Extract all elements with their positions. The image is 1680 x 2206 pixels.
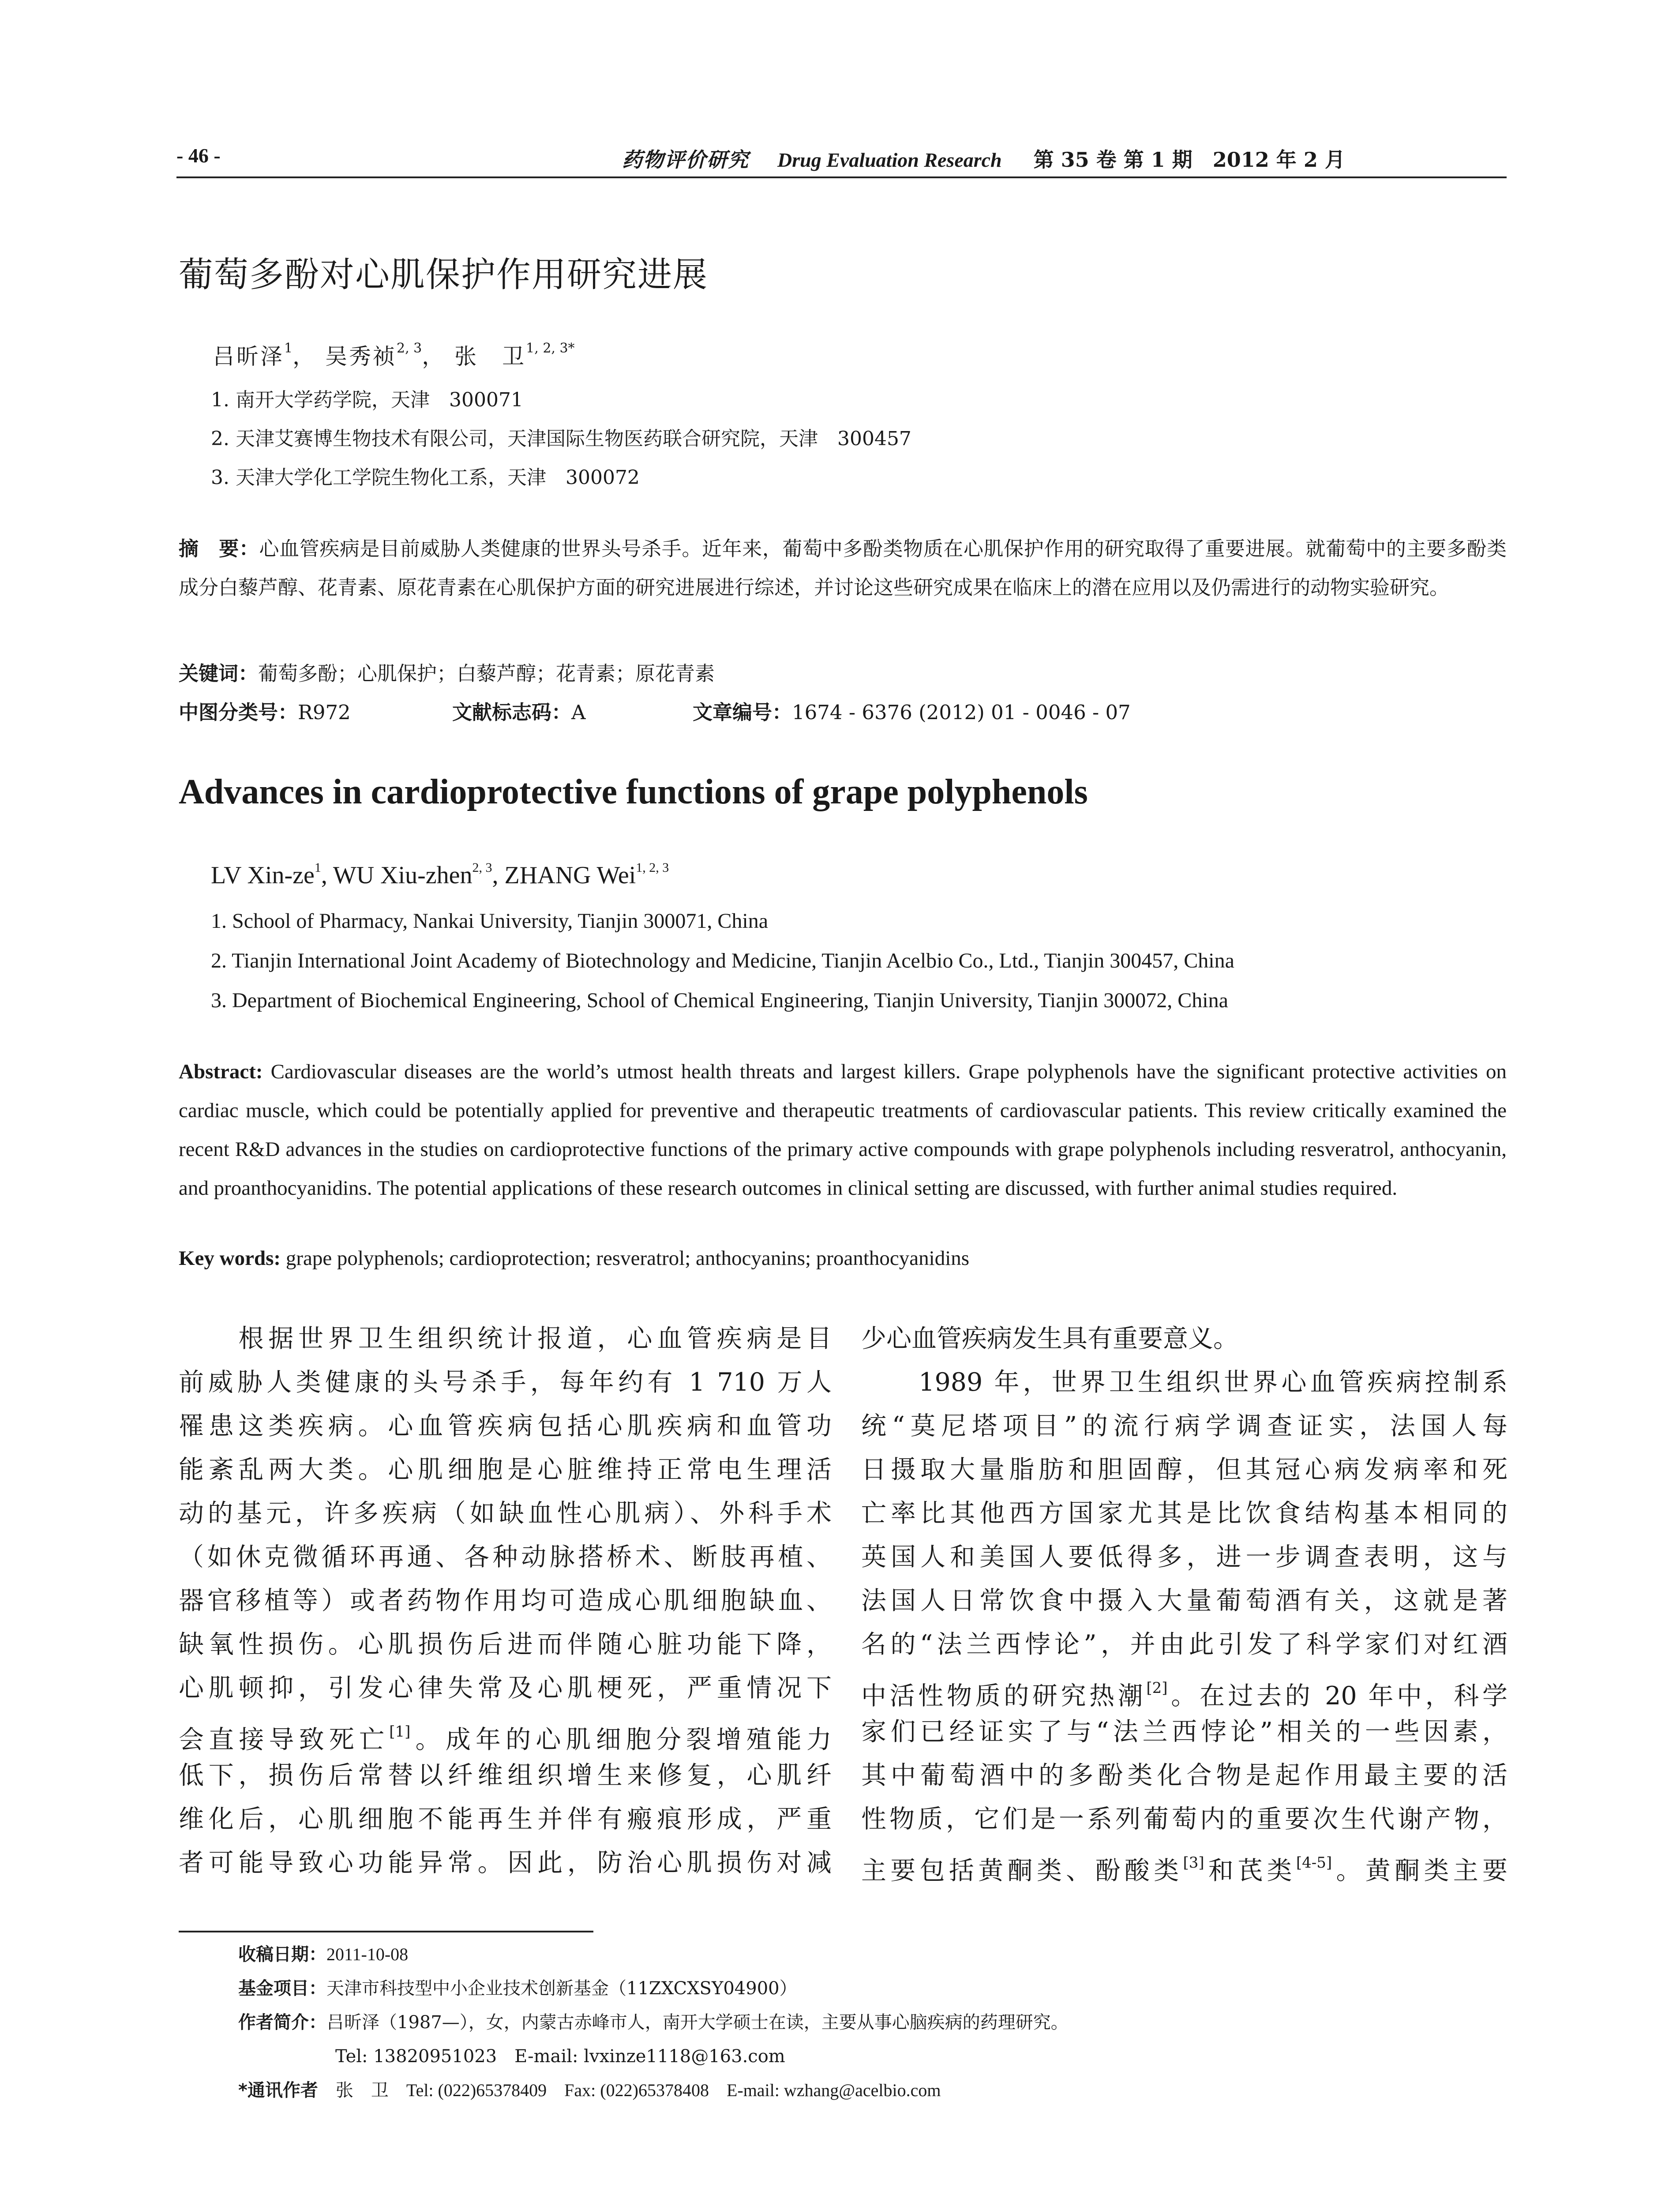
body-line <box>179 1710 832 1754</box>
author-sup: 1 <box>314 860 321 875</box>
footnote-label: *通讯作者 <box>238 2080 318 2101</box>
citation-ref[interactable]: [1] <box>389 1723 411 1741</box>
citation-ref[interactable]: [3] <box>1183 1854 1204 1872</box>
affiliation-en: 1. School of Pharmacy, Nankai University, Tianjin 300071, China <box>211 909 768 933</box>
affiliation-zh: 2. 天津艾赛博生物技术有限公司，天津国际生物医药联合研究院，天津 300457 <box>211 428 911 450</box>
footnote-fund <box>238 1974 797 2000</box>
body-text: 。黄酮类主要 <box>1332 1856 1508 1885</box>
body-line: 统“莫尼塔项目”的流行病学调查证实，法国人每 <box>861 1411 1508 1441</box>
body-line: 亡率比其他西方国家尤其是比饮食结构基本相同的 <box>861 1499 1508 1528</box>
footnote-author <box>238 2008 1069 2033</box>
footnote-text: 2011-10-08 <box>326 1944 409 1964</box>
volume-issue: 第 35 卷 第 1 期 2012 年 2 月 <box>1033 148 1345 172</box>
footnote-label: 作者简介： <box>238 2012 326 2033</box>
author-name: WU Xiu-zhen <box>333 862 472 889</box>
footnote-author-contact: Tel: 13820951023 E-mail: lvxinze1118@163.com <box>335 2046 785 2067</box>
author-sup: 1 <box>284 341 293 356</box>
authors-zh: 吕昕泽$^1$， 吴秀祯$^{2, 3}$， 张 卫$^{1, 2, 3*}$ <box>213 341 575 369</box>
author-name: 吕昕泽 <box>213 344 284 369</box>
body-line: 其中葡萄酒中的多酚类化合物是起作用最主要的活 <box>861 1761 1508 1790</box>
authors-en: LV Xin-$ze^1$, WU Xiu-zhen$^{2, 3}$, ZHANG Wei$^{1, 2, 3}$ <box>211 860 669 889</box>
clc-number <box>179 696 351 725</box>
body-line: 名的“法兰西悖论”，并由此引发了科学家们对红酒 <box>861 1630 1508 1659</box>
footnote-text: 吕昕泽（1987—），女，内蒙古赤峰市人，南开大学硕士在读，主要从事心脑疾病的药理研究。 <box>326 2012 1069 2033</box>
body-line: 法国人日常饮食中摄入大量葡萄酒有关，这就是著 <box>861 1586 1508 1615</box>
affiliation-zh: 3. 天津大学化工学院生物化工系，天津 300072 <box>211 466 640 489</box>
body-line: 前威胁人类健康的头号杀手，每年约有 1 710 万人 <box>179 1368 832 1397</box>
journal-logo: 药物评价研究 <box>622 148 749 172</box>
abstract-zh <box>179 529 1507 607</box>
journal-info <box>622 144 1345 173</box>
author-name: 吴秀祯 <box>325 344 397 369</box>
body-line: 日摄取大量脂肪和胆固醇，但其冠心病发病率和死 <box>861 1455 1508 1484</box>
abstract-zh-label: 摘 要： <box>179 537 259 560</box>
body-line: 动的基元，许多疾病（如缺血性心肌病）、外科手术 <box>179 1499 832 1528</box>
body-line: （如休克微循环再通、各种动脉搭桥术、断肢再植、 <box>179 1542 832 1572</box>
author-sup: 2, 3 <box>472 860 492 875</box>
affiliation-en: 2. Tianjin International Joint Academy of Biotechnology and Medicine, Tianjin Acelbio Co., Ltd., Tianjin 300457, China <box>211 949 1234 972</box>
journal-name-en: Drug Evaluation Research <box>777 149 1002 171</box>
title-zh: 葡萄多酚对心肌保护作用研究进展 <box>179 255 709 295</box>
footnote-text: Tel: (022)65378409 Fax: (022)65378408 E-mail: wzhang@acelbio.com <box>406 2080 941 2100</box>
body-text: 。在过去的 20 年中，科学 <box>1167 1681 1508 1710</box>
footnote-label: 收稿日期： <box>238 1944 326 1965</box>
doc-code-value: A <box>571 701 586 724</box>
footnote-received <box>238 1940 408 1966</box>
author-sup: 1, 2, 3 <box>636 860 669 875</box>
keywords-zh-label: 关键词： <box>179 662 259 685</box>
document-code <box>452 696 586 725</box>
abstract-zh-text: 心血管疾病是目前威胁人类健康的世界头号杀手。近年来，葡萄中多酚类物质在心肌保护作用的研究取得了重要进展。就葡萄中的主要多酚类成分白藜芦醇、花青素、原花青素在心肌保护方面的研究进展进行综述，并讨论这些研究成果在临床上的潜在应用以及仍需进行的动物实验研究。 <box>179 537 1507 599</box>
footnote-rule <box>179 1931 593 1932</box>
body-line: 性物质，它们是一系列葡萄内的重要次生代谢产物， <box>861 1805 1508 1834</box>
body-line: 1989 年，世界卫生组织世界心血管疾病控制系 <box>861 1368 1508 1397</box>
body-line <box>861 1666 1508 1710</box>
body-line: 能紊乱两大类。心肌细胞是心脏维持正常电生理活 <box>179 1455 832 1484</box>
body-line: 低下，损伤后常替以纤维组织增生来修复，心肌纤 <box>179 1761 832 1790</box>
body-text: 会直接导致死亡 <box>179 1725 390 1754</box>
citation-ref[interactable]: [2] <box>1146 1679 1168 1697</box>
body-line: 缺氧性损伤。心肌损伤后进而伴随心脏功能下降， <box>179 1630 832 1659</box>
clc-value: R972 <box>298 701 351 724</box>
running-header <box>176 140 1507 176</box>
abstract-en-label: Abstract: <box>179 1060 263 1083</box>
page-number: - 46 - <box>176 144 221 167</box>
keywords-en <box>179 1246 969 1270</box>
body-column-right <box>861 1317 1508 1885</box>
affiliation-en: 3. Department of Biochemical Engineering, School of Chemical Engineering, Tianjin University, Tianjin 300072, China <box>211 989 1228 1012</box>
title-en: Advances in cardioprotective functions of grape polyphenols <box>179 773 1088 811</box>
doc-code-label: 文献标志码： <box>452 701 572 724</box>
body-text: 主要包括黄酮类、酚酸类 <box>861 1856 1183 1885</box>
citation-ref[interactable]: [4-5] <box>1296 1854 1332 1872</box>
body-line: 英国人和美国人要低得多，进一步调查表明，这与 <box>861 1542 1508 1572</box>
corresponding-author-name: 张 卫 <box>335 2080 389 2101</box>
footnote-corresponding <box>238 2076 941 2101</box>
body-line: 者可能导致心功能异常。因此，防治心肌损伤对减 <box>179 1848 832 1877</box>
abstract-en <box>179 1052 1507 1208</box>
author-sup: 1, 2, 3* <box>526 341 575 356</box>
affiliation-zh: 1. 南开大学药学院，天津 300071 <box>211 389 523 411</box>
body-line: 心肌顿抑，引发心律失常及心肌梗死，严重情况下 <box>179 1673 832 1703</box>
footnote-text: 天津市科技型中小企业技术创新基金（11ZXCXSY04900） <box>326 1978 797 1999</box>
body-text: 。成年的心肌细胞分裂增殖能力 <box>410 1725 832 1754</box>
article-id <box>693 696 1131 725</box>
keywords-en-text: grape polyphenols; cardioprotection; resveratrol; anthocyanins; proanthocyanidins <box>285 1247 970 1270</box>
body-line: 罹患这类疾病。心血管疾病包括心肌疾病和血管功 <box>179 1411 832 1441</box>
keywords-zh <box>179 657 715 686</box>
header-rule <box>176 176 1507 178</box>
author-name: ZHANG Wei <box>504 862 636 889</box>
body-text: 和芪类 <box>1204 1856 1296 1885</box>
body-line: 少心血管疾病发生具有重要意义。 <box>861 1324 1238 1353</box>
body-line: 家们已经证实了与“法兰西悖论”相关的一些因素， <box>861 1717 1508 1746</box>
body-line: 维化后，心肌细胞不能再生并伴有瘢痕形成，严重 <box>179 1805 832 1834</box>
keywords-en-label: Key words: <box>179 1247 281 1270</box>
author-name: LV Xin-ze <box>211 862 315 889</box>
article-id-value: 1674 - 6376 (2012) 01 - 0046 - 07 <box>792 701 1131 724</box>
body-text: 中活性物质的研究热潮 <box>861 1681 1147 1710</box>
footnote-label: 基金项目： <box>238 1978 326 1999</box>
keywords-zh-text: 葡萄多酚；心肌保护；白藜芦醇；花青素；原花青素 <box>258 662 715 685</box>
body-line: 根据世界卫生组织统计报道，心血管疾病是目 <box>179 1324 832 1353</box>
body-line <box>861 1841 1508 1885</box>
article-id-label: 文章编号： <box>693 701 792 724</box>
author-sup: 2, 3 <box>397 341 422 356</box>
author-name: 张 卫 <box>454 344 526 369</box>
abstract-en-text: Cardiovascular diseases are the world’s utmost health threats and largest killers. Grape polyphenols have the significant protective activities on cardiac muscle, which could be potentially applied for preventive and therapeutic treatments of cardiovascular patients. This review critically examined the recent R&D advances in the studies on cardioprotective functions of the primary active compounds with grape polyphenols including resveratrol, anthocyanin, and proanthocyanidins. The potential applications of these research outcomes in clinical setting are discussed, with further animal studies required. <box>179 1060 1507 1200</box>
body-line: 器官移植等）或者药物作用均可造成心肌细胞缺血、 <box>179 1586 832 1615</box>
clc-label: 中图分类号： <box>179 701 298 724</box>
body-column-left <box>179 1317 832 1885</box>
